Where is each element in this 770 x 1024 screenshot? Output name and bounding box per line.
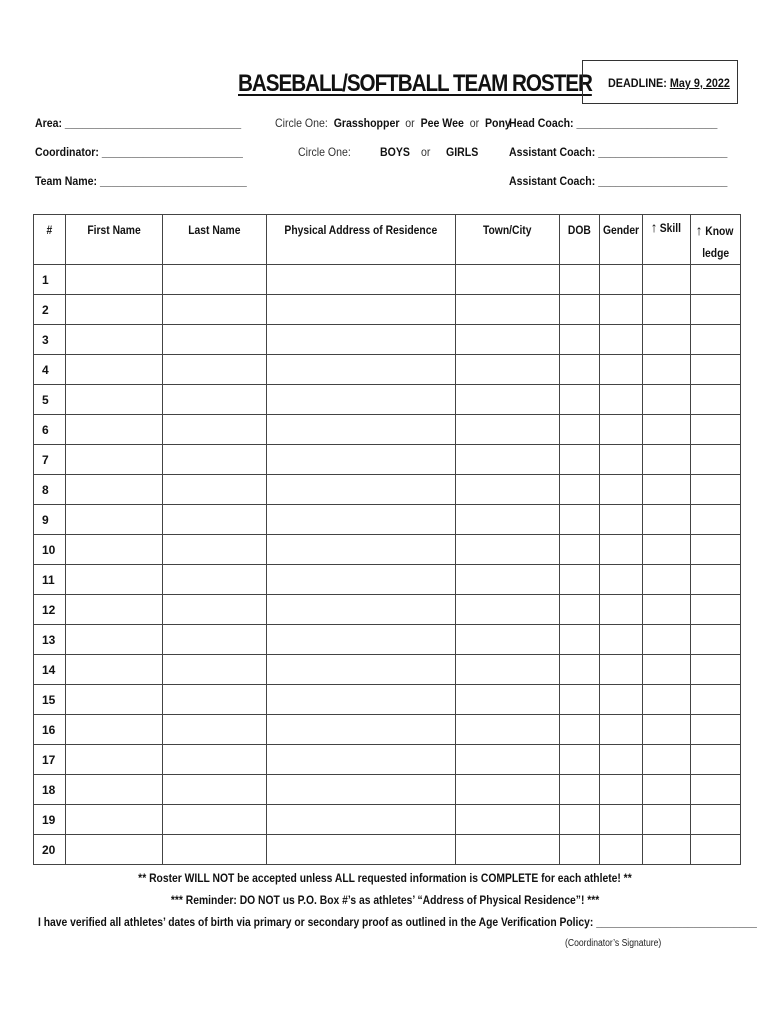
town-city-cell[interactable] — [456, 445, 560, 475]
knowledge-cell[interactable] — [691, 385, 741, 415]
up-arrow-icon: ↑ — [695, 222, 703, 238]
or-text: or — [421, 145, 431, 159]
first-name-cell[interactable] — [66, 445, 163, 475]
knowledge-cell[interactable] — [691, 685, 741, 715]
address-cell[interactable] — [267, 325, 456, 355]
gender-cell[interactable] — [600, 805, 643, 835]
table-row — [34, 535, 741, 565]
first-name-cell[interactable] — [66, 505, 163, 535]
skill-cell[interactable] — [643, 625, 691, 655]
row-number: 11 — [34, 565, 66, 595]
row-number: 16 — [34, 715, 66, 745]
area-field[interactable]: Area: ______________________________ — [35, 116, 242, 130]
note-po-box-reminder: *** Reminder: DO NOT us P.O. Box #’s as athletes’ “Address of Physical Residence”! *** — [170, 893, 600, 907]
skill-cell[interactable] — [643, 355, 691, 385]
last-name-cell[interactable] — [163, 715, 267, 745]
last-name-cell[interactable] — [163, 745, 267, 775]
column-header-last-name: Last Name — [163, 215, 267, 265]
knowledge-cell[interactable] — [691, 505, 741, 535]
gender-cell[interactable] — [600, 505, 643, 535]
town-city-cell[interactable] — [456, 325, 560, 355]
address-cell[interactable] — [267, 565, 456, 595]
table-row — [34, 385, 741, 415]
address-cell[interactable] — [267, 415, 456, 445]
table-row — [34, 625, 741, 655]
knowledge-cell[interactable] — [691, 475, 741, 505]
dob-cell[interactable] — [560, 775, 600, 805]
table-row — [34, 415, 741, 445]
table-row — [34, 655, 741, 685]
assistant-coach-field-2[interactable]: Assistant Coach: ______________________ — [509, 174, 728, 188]
knowledge-cell[interactable] — [691, 595, 741, 625]
gender-cell[interactable] — [600, 715, 643, 745]
skill-cell[interactable] — [643, 805, 691, 835]
row-number: 18 — [34, 775, 66, 805]
skill-cell[interactable] — [643, 745, 691, 775]
last-name-cell[interactable] — [163, 835, 267, 865]
gender-boys[interactable]: BOYS — [380, 145, 410, 159]
town-city-cell[interactable] — [456, 685, 560, 715]
knowledge-cell[interactable] — [691, 535, 741, 565]
last-name-cell[interactable] — [163, 265, 267, 295]
first-name-cell[interactable] — [66, 715, 163, 745]
dob-cell[interactable] — [560, 325, 600, 355]
first-name-cell[interactable] — [66, 595, 163, 625]
gender-cell[interactable] — [600, 265, 643, 295]
last-name-cell[interactable] — [163, 805, 267, 835]
gender-cell[interactable] — [600, 775, 643, 805]
town-city-cell[interactable] — [456, 415, 560, 445]
first-name-cell[interactable] — [66, 265, 163, 295]
column-header-skill: ↑ Skill — [643, 215, 691, 265]
knowledge-cell[interactable] — [691, 265, 741, 295]
dob-cell[interactable] — [560, 295, 600, 325]
gender-cell[interactable] — [600, 475, 643, 505]
dob-cell[interactable] — [560, 565, 600, 595]
last-name-cell[interactable] — [163, 445, 267, 475]
or-text: or — [405, 116, 415, 130]
gender-girls[interactable]: GIRLS — [446, 145, 479, 159]
first-name-cell[interactable] — [66, 385, 163, 415]
division-pony[interactable]: Pony — [484, 116, 511, 130]
last-name-cell[interactable] — [163, 475, 267, 505]
first-name-cell[interactable] — [66, 625, 163, 655]
skill-cell[interactable] — [643, 475, 691, 505]
skill-cell[interactable] — [643, 775, 691, 805]
address-cell[interactable] — [267, 385, 456, 415]
town-city-cell[interactable] — [456, 565, 560, 595]
circle-one-gender-label: Circle One: — [298, 145, 351, 159]
last-name-cell[interactable] — [163, 565, 267, 595]
skill-cell[interactable] — [643, 655, 691, 685]
town-city-cell[interactable] — [456, 595, 560, 625]
gender-cell[interactable] — [600, 445, 643, 475]
gender-cell[interactable] — [600, 685, 643, 715]
skill-cell[interactable] — [643, 295, 691, 325]
address-cell[interactable] — [267, 655, 456, 685]
table-header-row — [34, 215, 741, 265]
deadline-text — [608, 76, 730, 90]
knowledge-cell[interactable] — [691, 565, 741, 595]
column-header-first-name: First Name — [66, 215, 163, 265]
division-selector — [275, 116, 511, 130]
skill-cell[interactable] — [643, 265, 691, 295]
town-city-cell[interactable] — [456, 835, 560, 865]
address-cell[interactable] — [267, 685, 456, 715]
town-city-cell[interactable] — [456, 295, 560, 325]
head-coach-field[interactable]: Head Coach: ________________________ — [509, 116, 718, 130]
knowledge-cell[interactable] — [691, 325, 741, 355]
division-pee-wee[interactable]: Pee Wee — [420, 116, 464, 130]
address-cell[interactable] — [267, 715, 456, 745]
table-row — [34, 445, 741, 475]
address-cell[interactable] — [267, 625, 456, 655]
dob-cell[interactable] — [560, 745, 600, 775]
town-city-cell[interactable] — [456, 475, 560, 505]
row-number: 19 — [34, 805, 66, 835]
dob-cell[interactable] — [560, 625, 600, 655]
town-city-cell[interactable] — [456, 655, 560, 685]
town-city-cell[interactable] — [456, 355, 560, 385]
skill-cell[interactable] — [643, 325, 691, 355]
gender-cell[interactable] — [600, 325, 643, 355]
skill-cell[interactable] — [643, 715, 691, 745]
row-number: 12 — [34, 595, 66, 625]
knowledge-cell[interactable] — [691, 445, 741, 475]
first-name-cell[interactable] — [66, 685, 163, 715]
address-cell[interactable] — [267, 265, 456, 295]
verification-statement[interactable]: I have verified all athletes’ dates of birth via primary or secondary proof as outlined in the Age Verification Policy: ____________________________ — [38, 915, 757, 929]
town-city-cell[interactable] — [456, 805, 560, 835]
row-number: 10 — [34, 535, 66, 565]
dob-cell[interactable] — [560, 505, 600, 535]
deadline-value: May 9, 2022 — [669, 76, 730, 90]
assistant-coach-field-1[interactable]: Assistant Coach: ______________________ — [509, 145, 728, 159]
row-number: 9 — [34, 505, 66, 535]
address-cell[interactable] — [267, 595, 456, 625]
row-number: 3 — [34, 325, 66, 355]
address-cell[interactable] — [267, 775, 456, 805]
skill-cell[interactable] — [643, 835, 691, 865]
table-row — [34, 295, 741, 325]
gender-cell[interactable] — [600, 565, 643, 595]
table-row — [34, 745, 741, 775]
row-number: 20 — [34, 835, 66, 865]
first-name-cell[interactable] — [66, 475, 163, 505]
dob-cell[interactable] — [560, 535, 600, 565]
table-row — [34, 595, 741, 625]
last-name-cell[interactable] — [163, 685, 267, 715]
dob-cell[interactable] — [560, 355, 600, 385]
address-cell[interactable] — [267, 835, 456, 865]
first-name-cell[interactable] — [66, 295, 163, 325]
address-cell[interactable] — [267, 805, 456, 835]
dob-cell[interactable] — [560, 835, 600, 865]
skill-cell[interactable] — [643, 535, 691, 565]
table-row — [34, 715, 741, 745]
last-name-cell[interactable] — [163, 355, 267, 385]
dob-cell[interactable] — [560, 475, 600, 505]
town-city-cell[interactable] — [456, 625, 560, 655]
column-header-dob: DOB — [560, 215, 600, 265]
column-header-town-city: Town/City — [456, 215, 560, 265]
dob-cell[interactable] — [560, 445, 600, 475]
table-row — [34, 565, 741, 595]
knowledge-cell[interactable] — [691, 805, 741, 835]
first-name-cell[interactable] — [66, 535, 163, 565]
last-name-cell[interactable] — [163, 595, 267, 625]
dob-cell[interactable] — [560, 715, 600, 745]
skill-cell[interactable] — [643, 445, 691, 475]
last-name-cell[interactable] — [163, 295, 267, 325]
knowledge-cell[interactable] — [691, 655, 741, 685]
row-number: 13 — [34, 625, 66, 655]
last-name-cell[interactable] — [163, 505, 267, 535]
knowledge-cell[interactable] — [691, 835, 741, 865]
town-city-cell[interactable] — [456, 745, 560, 775]
knowledge-cell[interactable] — [691, 295, 741, 325]
table-row — [34, 505, 741, 535]
first-name-cell[interactable] — [66, 655, 163, 685]
last-name-cell[interactable] — [163, 655, 267, 685]
table-row — [34, 355, 741, 385]
knowledge-cell[interactable] — [691, 625, 741, 655]
table-row — [34, 805, 741, 835]
column-header-address: Physical Address of Residence — [267, 215, 456, 265]
table-row — [34, 325, 741, 355]
dob-cell[interactable] — [560, 655, 600, 685]
address-cell[interactable] — [267, 295, 456, 325]
gender-cell[interactable] — [600, 355, 643, 385]
table-row — [34, 835, 741, 865]
dob-cell[interactable] — [560, 385, 600, 415]
dob-cell[interactable] — [560, 415, 600, 445]
table-row — [34, 775, 741, 805]
last-name-cell[interactable] — [163, 415, 267, 445]
row-number: 15 — [34, 685, 66, 715]
coordinator-field[interactable]: Coordinator: ________________________ — [35, 145, 243, 159]
row-number: 4 — [34, 355, 66, 385]
address-cell[interactable] — [267, 445, 456, 475]
dob-cell[interactable] — [560, 595, 600, 625]
skill-cell[interactable] — [643, 565, 691, 595]
row-number: 7 — [34, 445, 66, 475]
skill-cell[interactable] — [643, 385, 691, 415]
last-name-cell[interactable] — [163, 385, 267, 415]
knowledge-cell[interactable] — [691, 775, 741, 805]
table-row — [34, 685, 741, 715]
address-cell[interactable] — [267, 535, 456, 565]
row-number: 8 — [34, 475, 66, 505]
knowledge-cell[interactable] — [691, 715, 741, 745]
first-name-cell[interactable] — [66, 745, 163, 775]
gender-cell[interactable] — [600, 745, 643, 775]
skill-cell[interactable] — [643, 685, 691, 715]
dob-cell[interactable] — [560, 805, 600, 835]
row-number: 5 — [34, 385, 66, 415]
knowledge-cell[interactable] — [691, 355, 741, 385]
gender-cell[interactable] — [600, 415, 643, 445]
signature-caption: (Coordinator’s Signature) — [565, 938, 662, 949]
dob-cell[interactable] — [560, 685, 600, 715]
table-row — [34, 475, 741, 505]
address-cell[interactable] — [267, 505, 456, 535]
first-name-cell[interactable] — [66, 565, 163, 595]
row-number: 17 — [34, 745, 66, 775]
town-city-cell[interactable] — [456, 715, 560, 745]
or-text: or — [469, 116, 480, 130]
address-cell[interactable] — [267, 355, 456, 385]
skill-cell[interactable] — [643, 595, 691, 625]
knowledge-cell[interactable] — [691, 415, 741, 445]
table-row — [34, 265, 741, 295]
skill-cell[interactable] — [643, 505, 691, 535]
column-header-knowledge: ↑ Know ledge — [691, 215, 741, 265]
last-name-cell[interactable] — [163, 775, 267, 805]
first-name-cell[interactable] — [66, 805, 163, 835]
last-name-cell[interactable] — [163, 325, 267, 355]
roster-body — [34, 265, 741, 865]
last-name-cell[interactable] — [163, 535, 267, 565]
circle-one-label: Circle One: — [275, 116, 328, 130]
deadline-label: DEADLINE: — [608, 76, 667, 90]
gender-cell[interactable] — [600, 535, 643, 565]
page-title: BASEBALL/SOFTBALL TEAM ROSTER — [238, 70, 592, 97]
row-number: 14 — [34, 655, 66, 685]
knowledge-cell[interactable] — [691, 745, 741, 775]
address-cell[interactable] — [267, 475, 456, 505]
first-name-cell[interactable] — [66, 415, 163, 445]
up-arrow-icon: ↑ — [650, 219, 658, 235]
town-city-cell[interactable] — [456, 505, 560, 535]
skill-cell[interactable] — [643, 415, 691, 445]
gender-cell[interactable] — [600, 835, 643, 865]
dob-cell[interactable] — [560, 265, 600, 295]
row-number: 1 — [34, 265, 66, 295]
address-cell[interactable] — [267, 745, 456, 775]
gender-cell[interactable] — [600, 295, 643, 325]
row-number: 6 — [34, 415, 66, 445]
first-name-cell[interactable] — [66, 835, 163, 865]
gender-cell[interactable] — [600, 385, 643, 415]
last-name-cell[interactable] — [163, 625, 267, 655]
town-city-cell[interactable] — [456, 265, 560, 295]
town-city-cell[interactable] — [456, 535, 560, 565]
deadline-box — [582, 60, 738, 104]
town-city-cell[interactable] — [456, 385, 560, 415]
gender-cell[interactable] — [600, 655, 643, 685]
town-city-cell[interactable] — [456, 775, 560, 805]
note-roster-complete: ** Roster WILL NOT be accepted unless ALL requested information is COMPLETE for each athlete! ** — [138, 871, 632, 885]
gender-cell[interactable] — [600, 595, 643, 625]
column-header-gender: Gender — [600, 215, 643, 265]
column-header-number: # — [34, 215, 66, 265]
first-name-cell[interactable] — [66, 355, 163, 385]
roster-table — [33, 214, 741, 865]
division-grasshopper[interactable]: Grasshopper — [333, 116, 400, 130]
first-name-cell[interactable] — [66, 775, 163, 805]
row-number: 2 — [34, 295, 66, 325]
gender-cell[interactable] — [600, 625, 643, 655]
team-name-field[interactable]: Team Name: _________________________ — [35, 174, 247, 188]
first-name-cell[interactable] — [66, 325, 163, 355]
